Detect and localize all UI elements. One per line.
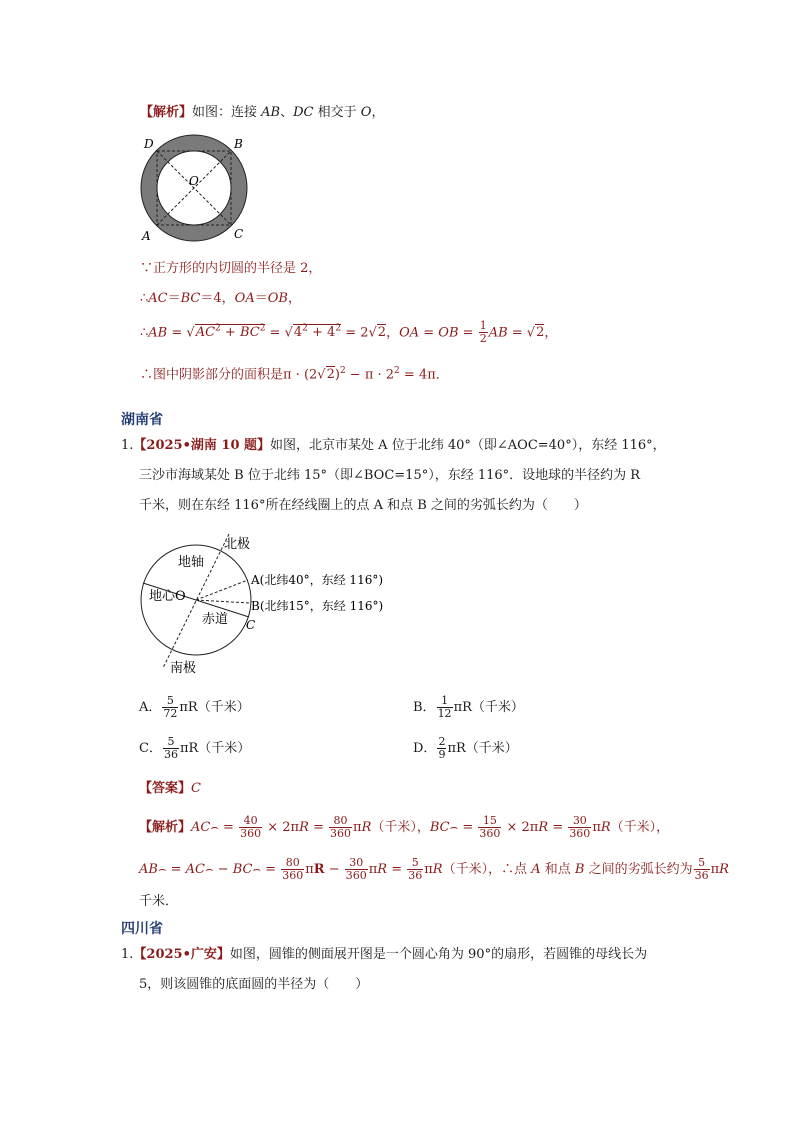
option-c-tail: πR（千米）	[179, 741, 251, 756]
label-o: O	[189, 174, 199, 188]
sichuan-question-line-1	[121, 946, 647, 964]
earth-figure	[134, 528, 404, 676]
label-point-a: A(北纬40°，东经 116°)	[251, 573, 384, 587]
frac-half-num: 1	[479, 319, 487, 333]
frac-half-den: 2	[479, 332, 487, 346]
sichuan-q-number: 1.	[121, 947, 134, 962]
solution-label: 【解析】	[139, 820, 192, 835]
label-north-pole: 北极	[224, 537, 251, 552]
analysis-intro	[140, 104, 384, 122]
option-b-num: 1	[437, 695, 453, 708]
sichuan-q-line1-text: 如图，圆锥的侧面展开图是一个圆心角为 90°的扇形，若圆锥的母线长为	[229, 947, 648, 962]
hunan-question-line-3: 千米，则在东经 116°所在经线圈上的点 A 和点 B 之间的劣弧长约为（ ）	[139, 498, 587, 513]
option-a-num: 5	[162, 695, 178, 708]
analysis-line-4: ∴图中阴影部分的面积是$\pi \cdot (2√2)^2 - \pi \cdot 2^2 = 4\pi$．	[140, 366, 449, 383]
section-title-hunan: 湖南省	[121, 412, 163, 428]
hunan-answer	[139, 780, 201, 798]
analysis-tag: 【解析】	[140, 105, 193, 120]
hunan-solution-line-2: AB⌢ = AC⌢ − BC⌢ = $\frac{80}{360}$ πR − $\frac{30}{360}$ πR = $\frac{5}{36}$ πR（千米），∴点 A 和点 B 之间的劣弧长约为 $\frac{5}{36}$ πR	[139, 856, 729, 882]
option-a-label: A．	[139, 700, 162, 715]
option-d-label: D．	[413, 741, 437, 756]
hunan-q-tag: 【2025•湖南 10 题】	[133, 438, 271, 453]
option-d-tail: πR（千米）	[447, 741, 518, 756]
analysis-line-1: ∵正方形的内切圆的半径是 2，	[140, 261, 322, 276]
frac-half	[479, 320, 488, 345]
option-c-num: 5	[163, 736, 179, 749]
label-south-pole: 南极	[170, 661, 197, 676]
hunan-solution-line-1: 【解析】AC⌢ = $\frac{40}{360}$ × 2πR = $\frac{80}{360}$ πR（千米），BC⌢ = $\frac{15}{360}$ × 2πR = $\frac{30}{360}$ πR（千米），	[139, 814, 670, 840]
option-b-frac	[437, 695, 453, 720]
option-d-num: 2	[438, 735, 446, 748]
option-c-label: C．	[139, 741, 162, 756]
hunan-solution-line-3: 千米．	[139, 894, 179, 909]
answer-label: 【答案】	[139, 781, 192, 796]
option-d[interactable]	[413, 736, 518, 761]
option-a-frac	[162, 695, 178, 720]
option-b-den: 12	[437, 707, 452, 720]
option-a[interactable]	[139, 695, 250, 720]
analysis-line-2: ∴AC＝BC＝4，OA＝OB，	[140, 291, 301, 306]
hunan-q-number: 1.	[121, 438, 134, 453]
section-title-sichuan: 四川省	[121, 921, 163, 937]
label-d: D	[144, 137, 154, 151]
option-b-tail: πR（千米）	[453, 700, 524, 715]
option-c-frac	[163, 736, 179, 761]
hunan-q-line1-text: 如图，北京市某处 A 位于北纬 40°（即∠AOC=40°），东经 116°，	[270, 438, 666, 453]
label-a: A	[142, 229, 151, 243]
label-equator: 赤道	[202, 612, 229, 627]
option-a-den: 72	[163, 707, 178, 720]
label-b: B	[234, 137, 243, 151]
option-c[interactable]	[139, 736, 250, 761]
option-d-frac	[437, 736, 446, 761]
hunan-question-line-1	[121, 437, 666, 455]
option-a-tail: πR（千米）	[179, 700, 250, 715]
label-c: C	[234, 227, 244, 241]
answer-value: C	[191, 781, 201, 796]
option-d-den: 9	[438, 748, 446, 761]
hunan-question-line-2: 三沙市海域某处 B 位于北纬 15°（即∠BOC=15°），东经 116°．设地球的半径约为 R	[139, 468, 641, 483]
label-center: 地心O	[149, 589, 186, 604]
label-point-c: C	[246, 618, 256, 632]
option-b[interactable]	[413, 695, 524, 720]
sichuan-question-line-2: 5，则该圆锥的底面圆的半径为（ ）	[139, 977, 369, 992]
sichuan-q-tag: 【2025•广安】	[133, 947, 230, 962]
analysis-intro-text: 如图：连接 AB、DC 相交于 O，	[192, 105, 385, 120]
ring-square-figure	[134, 132, 254, 244]
radius-oa	[196, 580, 248, 600]
option-b-label: B．	[413, 700, 436, 715]
analysis-line-3: ∴AB = $√AC^2 + BC^2 = √4^2 + 4^2 = 2√2$，OA = OB = $\frac{1}{2}$ AB = √2，	[140, 319, 558, 346]
option-c-den: 36	[163, 748, 178, 761]
label-point-b: B(北纬15°，东经 116°)	[251, 599, 384, 613]
label-axis: 地轴	[178, 555, 205, 570]
